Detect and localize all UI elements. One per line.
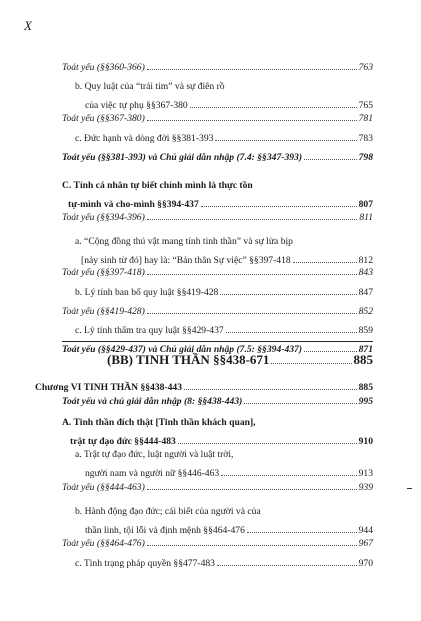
toc-entry-page: 798 (358, 152, 373, 163)
toc-entry-page: 910 (358, 436, 373, 447)
dot-leader (220, 287, 356, 295)
toc-entry-line (62, 482, 373, 494)
dot-leader (147, 113, 357, 121)
toc-entry-line (75, 100, 373, 112)
part-page: 885 (353, 352, 373, 367)
toc-entry-title: C. Tính cá nhân tự biết chính mình là thực tồn (62, 180, 253, 191)
toc-entry-title: trật tự đạo đức §§444-483 (70, 436, 176, 447)
toc-entry-page: 871 (358, 344, 373, 355)
margin-mark (407, 488, 412, 489)
toc-entry-line (62, 212, 373, 224)
toc-entry-line (62, 396, 373, 408)
toc-entry-title: Toát yếu (§§360-366) (62, 62, 145, 73)
toc-part-heading[interactable] (107, 352, 373, 368)
dot-leader (271, 355, 351, 364)
toc-entry-title: Toát yếu (§§429-437) và Chú giải dẫn nhập (7.5: §§394-437) (62, 344, 303, 355)
toc-entry[interactable] (62, 113, 373, 125)
toc-entry-page: 939 (358, 482, 373, 493)
toc-entry-line (62, 62, 373, 74)
toc-entry[interactable] (62, 267, 373, 279)
toc-entry-title: của việc tự phụ §§367-380 (85, 100, 188, 111)
toc-entry-line (62, 267, 373, 279)
dot-leader (221, 468, 356, 476)
toc-entry-page: 970 (358, 558, 373, 569)
toc-entry-line (75, 506, 373, 518)
dot-leader (201, 199, 357, 207)
toc-entry-title: Toát yếu (§§444-463) (62, 482, 145, 493)
toc-entry-line (75, 287, 373, 299)
toc-entry-title: b. Lý tính ban bố quy luật §§419-428 (75, 287, 219, 298)
toc-entry-title: c. Tình trạng pháp quyền §§477-483 (75, 558, 215, 569)
toc-entry-line (62, 199, 373, 211)
toc-entry-title: Toát yếu (§§464-476) (62, 538, 145, 549)
toc-entry[interactable] (62, 180, 373, 211)
toc-entry-line (75, 81, 373, 93)
toc-entry-page: 967 (358, 538, 373, 549)
toc-entry-line (62, 180, 373, 192)
toc-entry-page: 852 (358, 306, 373, 317)
toc-entry-title: Toát yếu (§§394-396) (62, 212, 145, 223)
toc-entry-page: 847 (358, 287, 373, 298)
toc-entry-title: a. Trật tự đạo đức, luật người và luật trời, (75, 449, 234, 460)
toc-chapter-heading[interactable] (35, 382, 373, 393)
toc-entry-title: [nảy sinh từ đó] hay là: “Bản thân Sự việc” §§397-418 (81, 255, 291, 266)
toc-entry[interactable] (62, 152, 373, 164)
toc-entry-line (75, 449, 373, 461)
page-number: X (24, 18, 32, 33)
dot-leader (147, 482, 357, 490)
toc-entry[interactable] (62, 417, 373, 448)
toc-entry[interactable] (62, 62, 373, 74)
toc-entry-title: người nam và người nữ §§446-463 (85, 468, 220, 479)
toc-entry-line (75, 558, 373, 570)
toc-entry[interactable] (75, 558, 373, 570)
toc-entry-line (75, 133, 373, 145)
toc-entry-page: 812 (358, 255, 373, 266)
toc-entry[interactable] (75, 236, 373, 267)
toc-entry[interactable] (62, 482, 373, 494)
toc-entry-line (75, 255, 373, 267)
toc-entry-title: c. Lý tính thẩm tra quy luật §§429-437 (75, 325, 224, 336)
toc-entry-line (62, 417, 373, 429)
toc-entry[interactable] (75, 133, 373, 145)
toc-entry-title: Toát yếu (§§381-393) và Chú giải dẫn nhập (7.4: §§347-393) (62, 152, 303, 163)
toc-entry-title: b. Quy luật của “trái tim” và sự điên rồ (75, 81, 225, 92)
chapter-page: 885 (358, 382, 373, 393)
toc-entry-page: 913 (358, 468, 373, 479)
toc-entry[interactable] (62, 538, 373, 550)
dot-leader (184, 382, 357, 390)
toc-entry[interactable] (75, 506, 373, 537)
toc-entry-line (75, 236, 373, 248)
part-title: (BB) TINH THẦN §§438-671 (107, 352, 270, 367)
toc-entry-title: Toát yếu và chú giải dẫn nhập (8: §§438-443) (62, 396, 243, 407)
toc-entry-title: tự-mình và cho-mình §§394-437 (68, 199, 199, 210)
toc-entry[interactable] (75, 325, 373, 337)
dot-leader (190, 100, 357, 108)
section-divider (62, 341, 373, 342)
dot-leader (147, 306, 357, 314)
toc-entry-line (75, 525, 373, 537)
toc-entry-line (62, 538, 373, 550)
toc-entry-line (62, 436, 373, 448)
dot-leader (244, 396, 356, 404)
toc-entry[interactable] (62, 212, 373, 224)
toc-entry-title: Toát yếu (§§367-380) (62, 113, 145, 124)
toc-entry[interactable] (75, 287, 373, 299)
toc-entry-line (62, 306, 373, 318)
toc-entry-title: thần linh, tội lỗi và định mệnh §§464-476 (85, 525, 245, 536)
toc-entry[interactable] (75, 449, 373, 480)
dot-leader (147, 538, 357, 546)
toc-entry-page: 811 (359, 212, 373, 223)
dot-leader (247, 525, 357, 533)
toc-entry-title: A. Tinh thần đích thật [Tinh thần khách quan], (62, 417, 256, 428)
toc-entry-page: 763 (358, 62, 373, 73)
dot-leader (226, 325, 357, 333)
toc-entry-page: 807 (358, 199, 373, 210)
toc-entry-line (75, 468, 373, 480)
toc-entry-title: b. Hành động đạo đức; cái biết của người và của (75, 506, 261, 517)
toc-entry-page: 995 (358, 396, 373, 407)
toc-entry[interactable] (75, 81, 373, 112)
toc-entry-line (62, 152, 373, 164)
dot-leader (293, 255, 357, 263)
toc-entry-title: a. “Cộng đồng thú vật mang tính tinh thần” và sự lừa bịp (75, 236, 293, 247)
dot-leader (178, 436, 357, 444)
toc-entry[interactable] (62, 306, 373, 318)
chapter-title: Chương VI TINH THẦN §§438-443 (35, 382, 183, 393)
toc-entry-title: Toát yếu (§§419-428) (62, 306, 145, 317)
dot-leader (147, 212, 358, 220)
toc-entry[interactable] (62, 396, 373, 408)
dot-leader (147, 267, 357, 275)
dot-leader (304, 152, 357, 160)
toc-entry-page: 859 (358, 325, 373, 336)
toc-entry-page: 783 (358, 133, 373, 144)
dot-leader (304, 344, 357, 352)
toc-entry-page: 944 (358, 525, 373, 536)
toc-entry-line (75, 325, 373, 337)
toc-entry-page: 843 (358, 267, 373, 278)
dot-leader (147, 62, 357, 70)
toc-entry-page: 765 (358, 100, 373, 111)
toc-entry-page: 781 (358, 113, 373, 124)
dot-leader (215, 133, 356, 141)
toc-entry-title: c. Đức hạnh và dòng đời §§381-393 (75, 133, 214, 144)
toc-entry-title: Toát yếu (§§397-418) (62, 267, 145, 278)
dot-leader (217, 558, 357, 566)
toc-entry-line (62, 113, 373, 125)
